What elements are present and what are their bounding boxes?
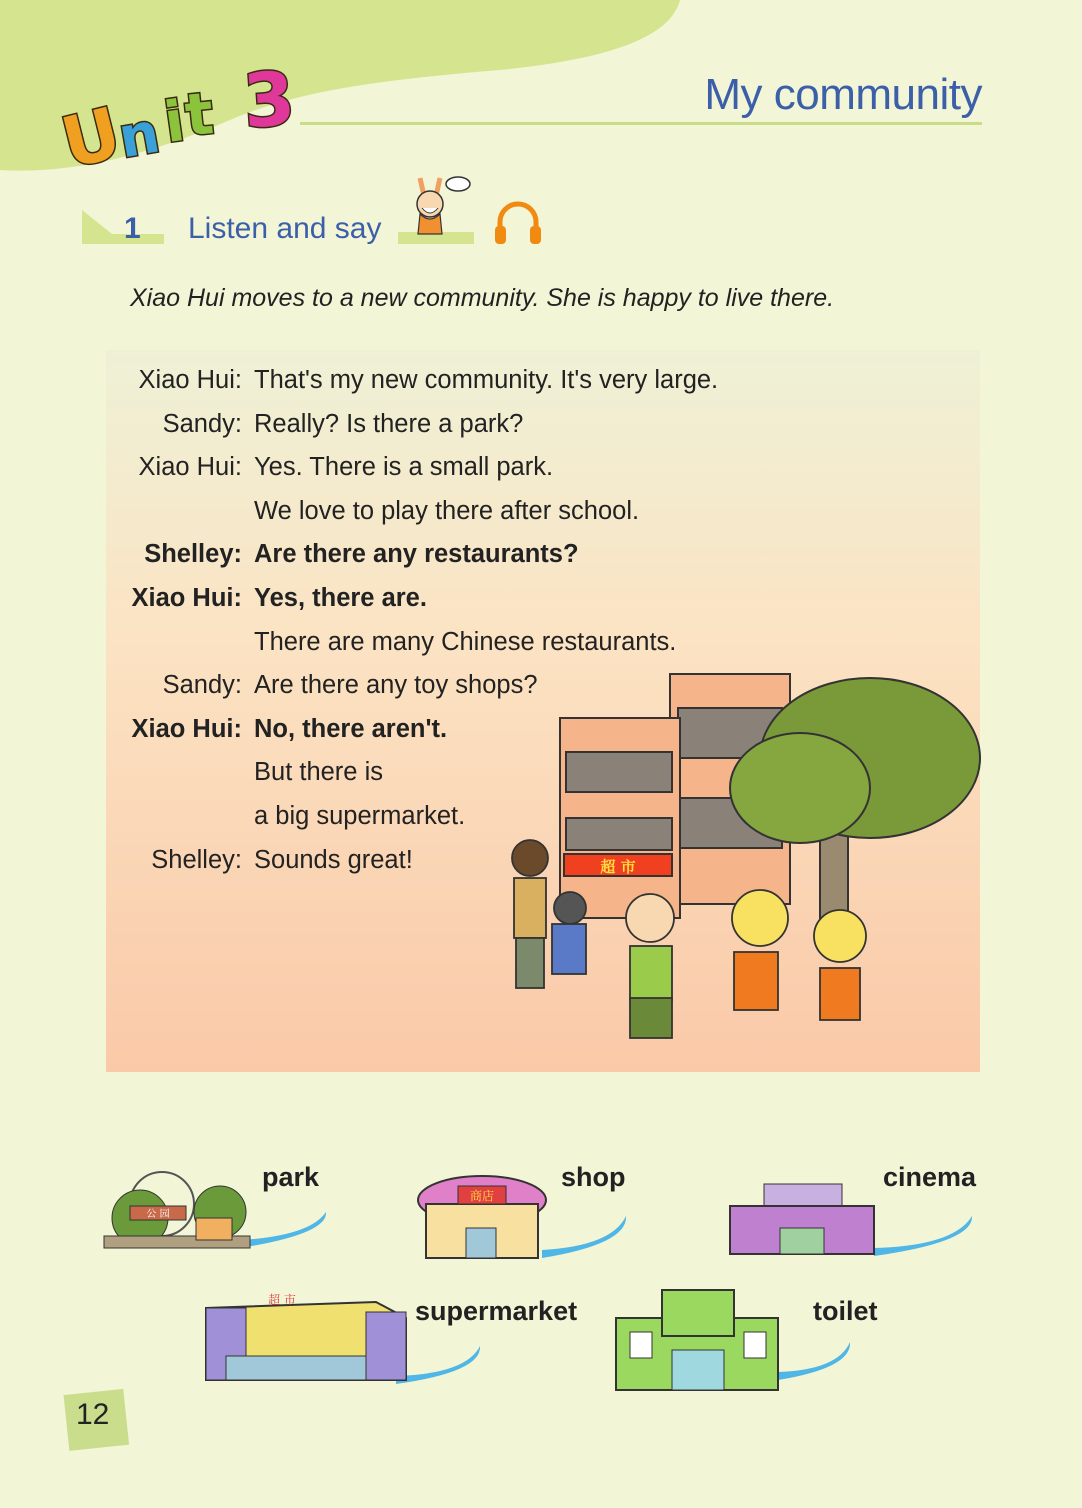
dialogue-text: Yes, there are. [254, 584, 427, 612]
vocab-cinema: cinema [883, 1162, 977, 1192]
title-rule [300, 122, 982, 125]
unit-letter-i: i [160, 88, 189, 156]
speaker-name: Sandy: [162, 409, 242, 438]
dialogue-text: Are there any restaurants? [254, 540, 579, 569]
dialogue-text: That's my new community. It's very large. [254, 366, 719, 394]
speaker-name: Shelley: [144, 540, 242, 569]
dialogue-text: But there is [254, 758, 383, 787]
unit-letter-t: t [181, 78, 217, 150]
section-label: Listen and say [188, 212, 382, 245]
speaker-name: Shelley: [151, 845, 242, 874]
unit-number: 3 [240, 55, 298, 146]
vocab-supermarket: supermarket [415, 1296, 578, 1326]
speaker-name: Xiao Hui: [131, 714, 242, 743]
park-sign: 公 园 [146, 1209, 170, 1220]
vocab-shop: shop [561, 1162, 626, 1192]
headphones-icon [492, 196, 544, 248]
dialogue-text: Yes. There is a small park. [254, 453, 554, 482]
vocab-toilet: toilet [813, 1296, 878, 1326]
dialogue-text: No, there aren't. [254, 714, 448, 743]
supermarket-sign: 超 市 [268, 1293, 296, 1307]
dialogue-text: There are many Chinese restaurants. [254, 627, 677, 656]
dialogue-text: a big supermarket. [254, 802, 466, 830]
dialogue-text: Are there any toy shops? [254, 671, 538, 700]
shop-sign: 商店 [469, 1189, 495, 1203]
unit-logo [53, 50, 322, 185]
unit-letter-u: U [53, 91, 129, 185]
speaker-name: Sandy: [162, 671, 242, 700]
page-title: My community [704, 70, 982, 119]
speaker-name: Xiao Hui: [138, 453, 242, 482]
unit-letter-n: n [113, 100, 165, 172]
community-scene-illustration [490, 668, 990, 1068]
dialogue-text: Really? Is there a park? [254, 409, 524, 438]
dialogue-text: Sounds great! [254, 845, 413, 874]
speaker-name: Xiao Hui: [131, 584, 242, 612]
dialogue-text: We love to play there after school. [254, 496, 640, 525]
section-tab [82, 210, 164, 246]
scene-sign: 超 市 [600, 858, 636, 876]
vocab-park: park [262, 1162, 320, 1192]
speaker-name: Xiao Hui: [138, 366, 242, 394]
page-number: 12 [76, 1398, 110, 1431]
section-number: 1 [124, 212, 141, 245]
listening-character-icon [396, 170, 476, 246]
intro-sentence: Xiao Hui moves to a new community. She is happy to live there. [130, 284, 835, 312]
